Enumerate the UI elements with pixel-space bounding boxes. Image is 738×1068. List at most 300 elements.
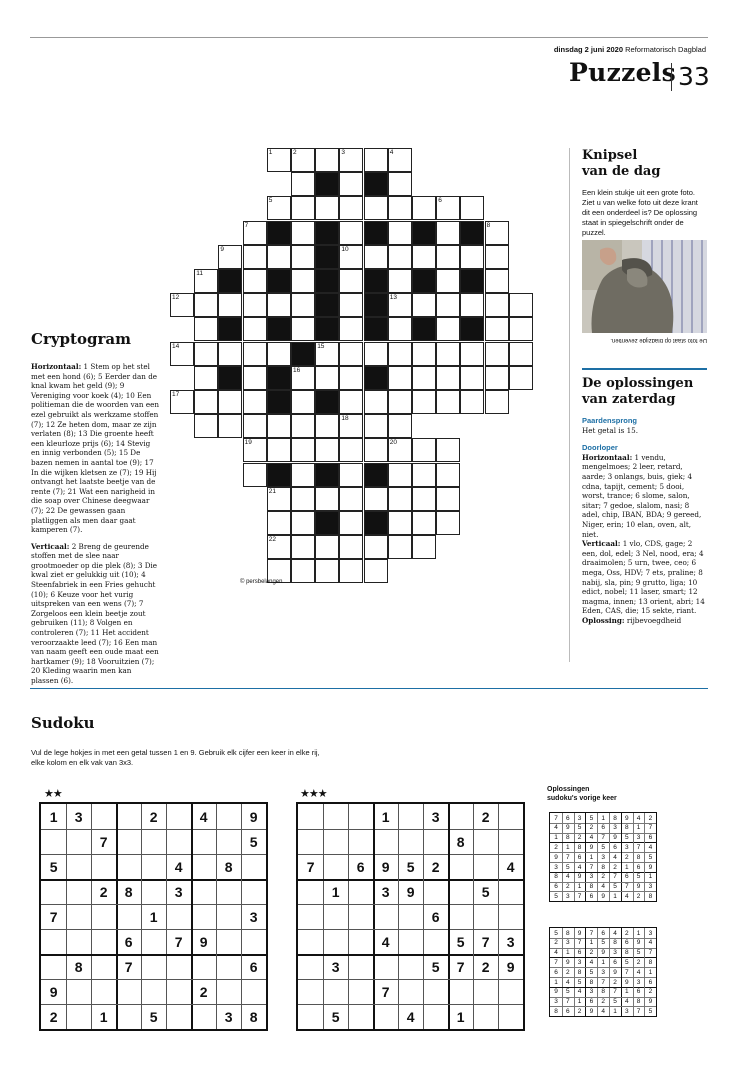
crossword-cell[interactable]	[170, 390, 194, 414]
sudoku-cell[interactable]	[373, 829, 398, 854]
crossword-cell[interactable]	[339, 269, 363, 293]
crossword-cell[interactable]	[315, 559, 339, 583]
crossword-cell[interactable]	[388, 172, 412, 196]
sudoku-cell[interactable]	[66, 829, 91, 854]
crossword-cell[interactable]	[339, 148, 363, 172]
crossword-cell[interactable]	[388, 535, 412, 559]
crossword-cell[interactable]	[218, 390, 242, 414]
sudoku-cell[interactable]	[66, 879, 91, 904]
sudoku-cell[interactable]: 5	[431, 958, 440, 975]
sudoku-cell[interactable]	[91, 804, 116, 829]
crossword-cell[interactable]	[388, 148, 412, 172]
sudoku-cell[interactable]	[423, 979, 448, 1004]
sudoku-cell[interactable]	[323, 929, 348, 954]
sudoku-cell[interactable]	[298, 904, 323, 929]
crossword-cell[interactable]	[339, 463, 363, 487]
sudoku-cell[interactable]: 2	[481, 808, 490, 825]
crossword-cell[interactable]	[388, 463, 412, 487]
sudoku-cell[interactable]	[373, 1004, 398, 1029]
sudoku-cell[interactable]: 5	[456, 933, 465, 950]
sudoku-cell[interactable]	[66, 904, 91, 929]
crossword-cell[interactable]	[291, 196, 315, 220]
crossword-cell[interactable]	[388, 293, 412, 317]
sudoku-cell[interactable]	[141, 879, 166, 904]
crossword-cell[interactable]	[388, 366, 412, 390]
crossword-cell[interactable]	[218, 342, 242, 366]
sudoku-cell[interactable]	[116, 1004, 141, 1029]
crossword-cell[interactable]	[388, 221, 412, 245]
crossword-cell[interactable]	[291, 245, 315, 269]
sudoku-cell[interactable]	[41, 929, 66, 954]
sudoku-cell[interactable]: 1	[456, 1008, 465, 1025]
crossword-cell[interactable]	[364, 148, 388, 172]
crossword-cell[interactable]	[412, 511, 436, 535]
sudoku-cell[interactable]: 9	[249, 808, 258, 825]
sudoku-grid-2[interactable]	[296, 802, 525, 1031]
crossword-cell[interactable]	[509, 317, 533, 341]
crossword-cell[interactable]	[291, 511, 315, 535]
sudoku-cell[interactable]	[298, 829, 323, 854]
sudoku-cell[interactable]: 7	[99, 833, 108, 850]
sudoku-cell[interactable]	[398, 979, 423, 1004]
crossword-cell[interactable]	[315, 414, 339, 438]
sudoku-cell[interactable]	[473, 829, 498, 854]
sudoku-cell[interactable]: 4	[381, 933, 390, 950]
sudoku-cell[interactable]: 3	[224, 1008, 233, 1025]
crossword-cell[interactable]	[460, 245, 484, 269]
sudoku-cell[interactable]	[323, 854, 348, 879]
crossword-cell[interactable]	[339, 221, 363, 245]
sudoku-cell[interactable]	[191, 829, 216, 854]
crossword-cell[interactable]	[170, 293, 194, 317]
sudoku-cell[interactable]	[423, 929, 448, 954]
sudoku-cell[interactable]: 2	[149, 808, 158, 825]
sudoku-cell[interactable]	[141, 979, 166, 1004]
crossword-cell[interactable]	[315, 438, 339, 462]
sudoku-cell[interactable]: 5	[49, 858, 58, 875]
crossword-cell[interactable]	[291, 535, 315, 559]
sudoku-cell[interactable]	[348, 804, 373, 829]
sudoku-cell[interactable]: 9	[381, 858, 390, 875]
sudoku-cell[interactable]	[398, 829, 423, 854]
sudoku-cell[interactable]: 5	[149, 1008, 158, 1025]
crossword-cell[interactable]	[485, 317, 509, 341]
sudoku-cell[interactable]: 1	[99, 1008, 108, 1025]
crossword-cell[interactable]	[364, 438, 388, 462]
sudoku-cell[interactable]	[348, 829, 373, 854]
crossword-cell[interactable]	[388, 245, 412, 269]
sudoku-cell[interactable]: 8	[249, 1008, 258, 1025]
crossword-cell[interactable]	[218, 245, 242, 269]
crossword-cell[interactable]	[339, 414, 363, 438]
crossword-cell[interactable]	[388, 196, 412, 220]
sudoku-cell[interactable]	[66, 854, 91, 879]
sudoku-cell[interactable]: 4	[174, 858, 183, 875]
crossword-cell[interactable]	[339, 317, 363, 341]
sudoku-cell[interactable]	[191, 904, 216, 929]
crossword-cell[interactable]	[339, 196, 363, 220]
sudoku-cell[interactable]: 1	[49, 808, 58, 825]
sudoku-cell[interactable]	[166, 904, 191, 929]
crossword-cell[interactable]	[485, 342, 509, 366]
crossword-cell[interactable]	[388, 438, 412, 462]
sudoku-cell[interactable]	[323, 829, 348, 854]
crossword-cell[interactable]	[436, 487, 460, 511]
crossword-cell[interactable]	[436, 366, 460, 390]
sudoku-cell[interactable]	[91, 904, 116, 929]
sudoku-cell[interactable]: 2	[199, 983, 208, 1000]
crossword-cell[interactable]	[291, 366, 315, 390]
sudoku-cell[interactable]	[41, 879, 66, 904]
sudoku-cell[interactable]	[423, 879, 448, 904]
crossword-cell[interactable]	[412, 293, 436, 317]
sudoku-cell[interactable]	[373, 954, 398, 979]
sudoku-cell[interactable]	[323, 979, 348, 1004]
crossword-cell[interactable]	[460, 196, 484, 220]
sudoku-cell[interactable]	[191, 879, 216, 904]
crossword-cell[interactable]	[315, 148, 339, 172]
crossword-cell[interactable]	[243, 269, 267, 293]
crossword-cell[interactable]	[388, 269, 412, 293]
sudoku-cell[interactable]	[141, 954, 166, 979]
crossword-cell[interactable]	[412, 487, 436, 511]
crossword-cell[interactable]	[509, 293, 533, 317]
sudoku-cell[interactable]	[116, 904, 141, 929]
sudoku-cell[interactable]	[166, 1004, 191, 1029]
crossword-cell[interactable]	[339, 366, 363, 390]
sudoku-cell[interactable]	[398, 954, 423, 979]
crossword-cell[interactable]	[339, 535, 363, 559]
crossword-cell[interactable]	[485, 221, 509, 245]
crossword-cell[interactable]	[315, 342, 339, 366]
sudoku-cell[interactable]: 7	[124, 958, 133, 975]
crossword-cell[interactable]	[315, 487, 339, 511]
sudoku-cell[interactable]	[241, 879, 266, 904]
crossword-cell[interactable]	[267, 293, 291, 317]
crossword-cell[interactable]	[291, 390, 315, 414]
crossword-cell[interactable]	[267, 148, 291, 172]
sudoku-cell[interactable]	[216, 904, 241, 929]
crossword-cell[interactable]	[364, 487, 388, 511]
crossword-cell[interactable]	[412, 196, 436, 220]
crossword-cell[interactable]	[364, 245, 388, 269]
crossword-cell[interactable]	[194, 317, 218, 341]
crossword-cell[interactable]	[364, 535, 388, 559]
sudoku-cell[interactable]	[498, 904, 523, 929]
sudoku-cell[interactable]	[398, 804, 423, 829]
crossword-cell[interactable]	[509, 342, 533, 366]
sudoku-cell[interactable]	[166, 954, 191, 979]
sudoku-cell[interactable]: 7	[174, 933, 183, 950]
sudoku-cell[interactable]	[448, 904, 473, 929]
sudoku-cell[interactable]	[298, 954, 323, 979]
crossword-cell[interactable]	[436, 269, 460, 293]
sudoku-cell[interactable]	[116, 804, 141, 829]
crossword-cell[interactable]	[412, 390, 436, 414]
crossword-cell[interactable]	[412, 535, 436, 559]
crossword-cell[interactable]	[243, 221, 267, 245]
crossword-cell[interactable]	[436, 196, 460, 220]
sudoku-cell[interactable]	[373, 904, 398, 929]
sudoku-cell[interactable]: 4	[506, 858, 515, 875]
sudoku-cell[interactable]	[398, 929, 423, 954]
sudoku-cell[interactable]	[498, 1004, 523, 1029]
sudoku-cell[interactable]	[498, 879, 523, 904]
sudoku-cell[interactable]: 6	[124, 933, 133, 950]
sudoku-cell[interactable]: 7	[481, 933, 490, 950]
crossword-cell[interactable]	[267, 535, 291, 559]
sudoku-cell[interactable]	[41, 829, 66, 854]
sudoku-cell[interactable]: 3	[74, 808, 83, 825]
sudoku-cell[interactable]	[141, 854, 166, 879]
sudoku-cell[interactable]: 6	[249, 958, 258, 975]
sudoku-cell[interactable]: 4	[199, 808, 208, 825]
sudoku-cell[interactable]	[216, 879, 241, 904]
sudoku-cell[interactable]	[66, 979, 91, 1004]
sudoku-cell[interactable]	[423, 829, 448, 854]
crossword-cell[interactable]	[218, 293, 242, 317]
crossword-cell[interactable]	[460, 293, 484, 317]
sudoku-cell[interactable]	[348, 954, 373, 979]
crossword-cell[interactable]	[339, 172, 363, 196]
crossword-cell[interactable]	[412, 342, 436, 366]
sudoku-cell[interactable]	[323, 804, 348, 829]
crossword-cell[interactable]	[485, 366, 509, 390]
sudoku-cell[interactable]	[473, 979, 498, 1004]
crossword-cell[interactable]	[291, 293, 315, 317]
crossword-cell[interactable]	[291, 559, 315, 583]
sudoku-cell[interactable]	[241, 929, 266, 954]
crossword-cell[interactable]	[243, 414, 267, 438]
crossword-cell[interactable]	[267, 196, 291, 220]
crossword-cell[interactable]	[315, 196, 339, 220]
crossword-cell[interactable]	[364, 559, 388, 583]
sudoku-cell[interactable]	[448, 979, 473, 1004]
crossword-cell[interactable]	[243, 390, 267, 414]
sudoku-cell[interactable]	[141, 929, 166, 954]
sudoku-cell[interactable]: 5	[406, 858, 415, 875]
crossword-cell[interactable]	[291, 269, 315, 293]
crossword-cell[interactable]	[388, 487, 412, 511]
sudoku-cell[interactable]: 5	[249, 833, 258, 850]
crossword-cell[interactable]	[243, 366, 267, 390]
crossword-cell[interactable]	[436, 342, 460, 366]
sudoku-cell[interactable]: 4	[406, 1008, 415, 1025]
sudoku-cell[interactable]	[298, 979, 323, 1004]
crossword-cell[interactable]	[339, 293, 363, 317]
sudoku-cell[interactable]: 3	[506, 933, 515, 950]
crossword-cell[interactable]	[291, 414, 315, 438]
sudoku-cell[interactable]	[241, 854, 266, 879]
crossword-cell[interactable]	[412, 245, 436, 269]
sudoku-cell[interactable]	[66, 929, 91, 954]
crossword-cell[interactable]	[194, 269, 218, 293]
sudoku-cell[interactable]	[473, 854, 498, 879]
crossword-cell[interactable]	[388, 342, 412, 366]
crossword-cell[interactable]	[485, 390, 509, 414]
sudoku-cell[interactable]	[298, 879, 323, 904]
sudoku-cell[interactable]: 1	[149, 908, 158, 925]
crossword-cell[interactable]	[436, 221, 460, 245]
crossword-cell[interactable]	[243, 293, 267, 317]
crossword-cell[interactable]	[291, 172, 315, 196]
crossword-cell[interactable]	[243, 463, 267, 487]
sudoku-cell[interactable]: 1	[381, 808, 390, 825]
sudoku-cell[interactable]	[91, 854, 116, 879]
sudoku-cell[interactable]	[423, 1004, 448, 1029]
sudoku-cell[interactable]	[116, 979, 141, 1004]
sudoku-cell[interactable]	[166, 829, 191, 854]
sudoku-cell[interactable]	[448, 804, 473, 829]
sudoku-cell[interactable]: 9	[506, 958, 515, 975]
sudoku-cell[interactable]	[66, 1004, 91, 1029]
crossword-cell[interactable]	[364, 342, 388, 366]
sudoku-cell[interactable]: 3	[174, 883, 183, 900]
sudoku-cell[interactable]	[348, 1004, 373, 1029]
sudoku-cell[interactable]	[298, 929, 323, 954]
crossword-cell[interactable]	[460, 366, 484, 390]
sudoku-cell[interactable]	[41, 954, 66, 979]
crossword-cell[interactable]	[243, 317, 267, 341]
crossword-cell[interactable]	[460, 342, 484, 366]
sudoku-cell[interactable]	[348, 904, 373, 929]
sudoku-cell[interactable]	[216, 954, 241, 979]
sudoku-cell[interactable]	[498, 979, 523, 1004]
crossword-cell[interactable]	[436, 245, 460, 269]
crossword-cell[interactable]	[460, 390, 484, 414]
crossword-cell[interactable]	[339, 559, 363, 583]
sudoku-cell[interactable]	[141, 829, 166, 854]
sudoku-cell[interactable]: 8	[74, 958, 83, 975]
sudoku-cell[interactable]	[116, 829, 141, 854]
crossword-cell[interactable]	[194, 293, 218, 317]
sudoku-cell[interactable]	[191, 954, 216, 979]
sudoku-cell[interactable]	[216, 979, 241, 1004]
crossword-cell[interactable]	[485, 269, 509, 293]
sudoku-cell[interactable]	[348, 979, 373, 1004]
crossword-cell[interactable]	[267, 511, 291, 535]
crossword-cell[interactable]	[436, 463, 460, 487]
crossword-cell[interactable]	[291, 463, 315, 487]
crossword-cell[interactable]	[509, 366, 533, 390]
crossword-cell[interactable]	[267, 245, 291, 269]
sudoku-cell[interactable]	[448, 879, 473, 904]
crossword-cell[interactable]	[315, 366, 339, 390]
sudoku-cell[interactable]	[473, 1004, 498, 1029]
sudoku-cell[interactable]	[348, 929, 373, 954]
sudoku-cell[interactable]: 8	[224, 858, 233, 875]
sudoku-cell[interactable]	[191, 854, 216, 879]
crossword-cell[interactable]	[291, 221, 315, 245]
crossword-cell[interactable]	[436, 317, 460, 341]
crossword-cell[interactable]	[291, 438, 315, 462]
crossword-cell[interactable]	[267, 342, 291, 366]
crossword-cell[interactable]	[267, 487, 291, 511]
sudoku-cell[interactable]	[166, 979, 191, 1004]
crossword-cell[interactable]	[388, 317, 412, 341]
crossword-cell[interactable]	[291, 487, 315, 511]
crossword-cell[interactable]	[436, 511, 460, 535]
crossword-cell[interactable]	[170, 342, 194, 366]
sudoku-cell[interactable]: 6	[356, 858, 365, 875]
sudoku-cell[interactable]: 3	[331, 958, 340, 975]
sudoku-cell[interactable]	[216, 804, 241, 829]
crossword-cell[interactable]	[218, 414, 242, 438]
sudoku-cell[interactable]	[91, 979, 116, 1004]
sudoku-cell[interactable]: 2	[431, 858, 440, 875]
sudoku-cell[interactable]	[216, 929, 241, 954]
sudoku-cell[interactable]	[448, 854, 473, 879]
crossword-cell[interactable]	[412, 438, 436, 462]
sudoku-cell[interactable]	[348, 879, 373, 904]
sudoku-cell[interactable]: 5	[481, 883, 490, 900]
crossword-cell[interactable]	[412, 463, 436, 487]
sudoku-cell[interactable]	[398, 904, 423, 929]
crossword-cell[interactable]	[436, 390, 460, 414]
sudoku-cell[interactable]: 9	[406, 883, 415, 900]
sudoku-cell[interactable]	[298, 1004, 323, 1029]
sudoku-cell[interactable]: 2	[49, 1008, 58, 1025]
sudoku-cell[interactable]: 7	[456, 958, 465, 975]
crossword-cell[interactable]	[364, 196, 388, 220]
sudoku-cell[interactable]	[116, 854, 141, 879]
sudoku-cell[interactable]	[91, 954, 116, 979]
sudoku-cell[interactable]: 8	[456, 833, 465, 850]
crossword-cell[interactable]	[388, 390, 412, 414]
sudoku-cell[interactable]: 2	[481, 958, 490, 975]
crossword-cell[interactable]	[267, 438, 291, 462]
crossword-cell[interactable]	[485, 245, 509, 269]
crossword-cell[interactable]	[291, 148, 315, 172]
sudoku-cell[interactable]: 9	[49, 983, 58, 1000]
sudoku-cell[interactable]	[241, 979, 266, 1004]
crossword-cell[interactable]	[339, 511, 363, 535]
sudoku-grid-1[interactable]	[39, 802, 268, 1031]
sudoku-cell[interactable]	[216, 829, 241, 854]
crossword-cell[interactable]	[436, 293, 460, 317]
sudoku-cell[interactable]	[498, 804, 523, 829]
crossword-cell[interactable]	[194, 342, 218, 366]
crossword-cell[interactable]	[388, 511, 412, 535]
crossword-cell[interactable]	[388, 414, 412, 438]
sudoku-cell[interactable]: 2	[99, 883, 108, 900]
sudoku-cell[interactable]: 7	[49, 908, 58, 925]
crossword-cell[interactable]	[339, 438, 363, 462]
sudoku-cell[interactable]: 8	[124, 883, 133, 900]
crossword-cell[interactable]	[243, 342, 267, 366]
crossword-cell[interactable]	[243, 245, 267, 269]
crossword-cell[interactable]	[364, 390, 388, 414]
sudoku-cell[interactable]: 5	[331, 1008, 340, 1025]
crossword-cell[interactable]	[267, 414, 291, 438]
sudoku-cell[interactable]: 7	[381, 983, 390, 1000]
crossword-cell[interactable]	[364, 414, 388, 438]
crossword-cell[interactable]	[243, 438, 267, 462]
sudoku-cell[interactable]	[323, 904, 348, 929]
crossword-cell[interactable]	[485, 293, 509, 317]
crossword-cell[interactable]	[194, 366, 218, 390]
sudoku-cell[interactable]	[473, 904, 498, 929]
sudoku-cell[interactable]: 3	[431, 808, 440, 825]
sudoku-cell[interactable]	[498, 829, 523, 854]
sudoku-cell[interactable]: 6	[431, 908, 440, 925]
sudoku-cell[interactable]: 3	[249, 908, 258, 925]
crossword-cell[interactable]	[291, 317, 315, 341]
sudoku-cell[interactable]	[191, 1004, 216, 1029]
crossword-cell[interactable]	[339, 342, 363, 366]
sudoku-cell[interactable]: 1	[331, 883, 340, 900]
crossword-cell[interactable]	[339, 245, 363, 269]
